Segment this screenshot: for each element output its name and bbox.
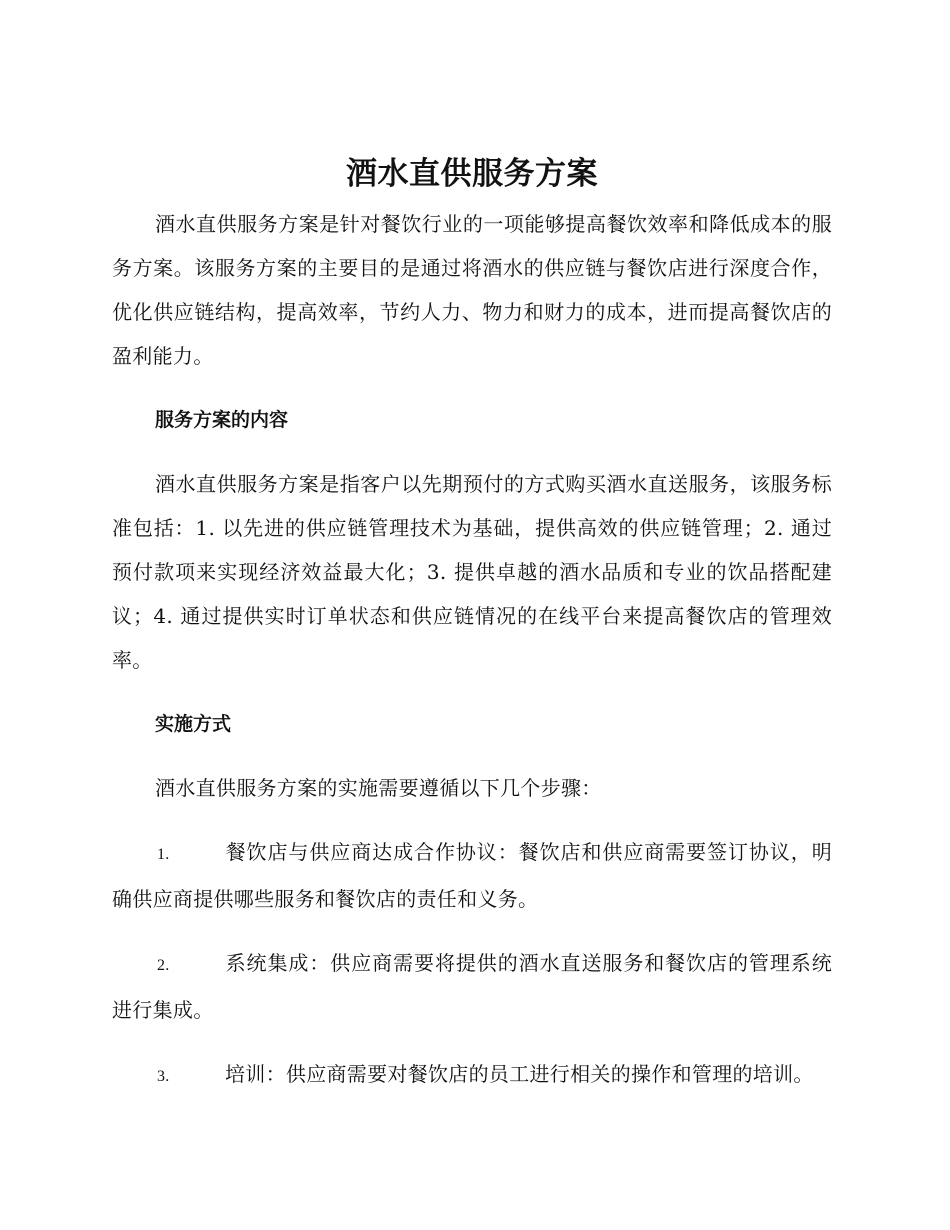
spacer (112, 1032, 832, 1052)
document-page (112, 146, 832, 1099)
list-item-number: 2. (157, 957, 170, 974)
spacer (112, 921, 832, 941)
spacer (112, 810, 832, 830)
list-item (112, 1052, 832, 1099)
list-item-number: 1. (157, 846, 170, 863)
implementation-intro: 酒水直供服务方案的实施需要遵循以下几个步骤： (155, 776, 602, 800)
spacer (112, 682, 832, 702)
list-item-text: 系统集成：供应商需要将提供的酒水直送服务和餐饮店的管理系统进行集成。 (112, 951, 832, 1022)
section-content-paragraph: 酒水直供服务方案是指客户以先期预付的方式购买酒水直送服务，该服务标准包括：1. 以先进的供应链管理技术为基础，提供高效的供应链管理；2. 通过预付款项来实现经济效益最大化；3. 提供卓越的酒水品质和专业的饮品搭配建议；4. 通过提供实时订单状态和供应链情况的在线平台来提高餐饮店的管理效率。 (112, 472, 832, 672)
list-item (112, 830, 832, 921)
list-item (112, 941, 832, 1032)
spacer (112, 442, 832, 462)
list-item-number: 3. (157, 1068, 170, 1085)
intro-paragraph: 酒水直供服务方案是针对餐饮行业的一项能够提高餐饮效率和降低成本的服务方案。该服务方案的主要目的是通过将酒水的供应链与餐饮店进行深度合作，优化供应链结构，提高效率，节约人力、物力和财力的成本，进而提高餐饮店的盈利能力。 (112, 212, 832, 368)
spacer (112, 746, 832, 766)
section-heading-content: 服务方案的内容 (155, 409, 289, 431)
section-heading-implementation: 实施方式 (155, 713, 232, 735)
list-item-text: 培训：供应商需要对餐饮店的员工进行相关的操作和管理的培训。 (225, 1062, 814, 1086)
spacer (112, 378, 832, 398)
list-item-text: 餐饮店与供应商达成合作协议：餐饮店和供应商需要签订协议，明确供应商提供哪些服务和餐饮店的责任和义务。 (112, 840, 832, 911)
document-title: 酒水直供服务方案 (346, 156, 598, 192)
